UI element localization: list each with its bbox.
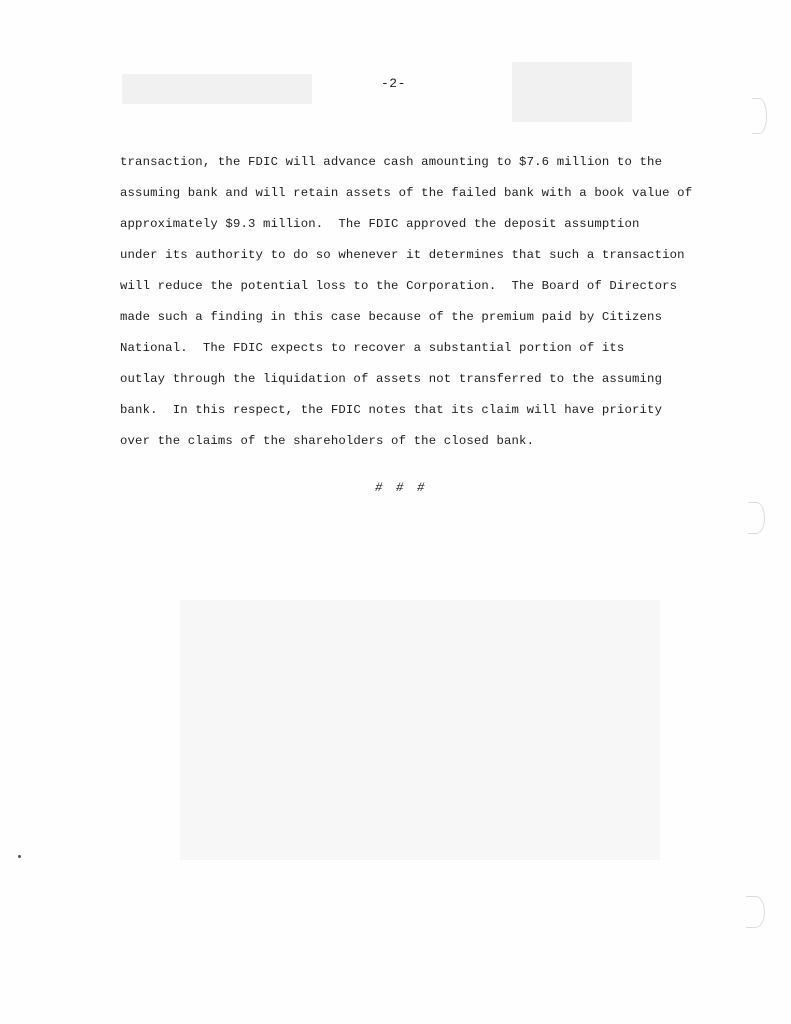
scan-speck [18,855,21,858]
paragraph-line: outlay through the liquidation of assets not transferred to the assuming [120,372,663,386]
paragraph-line: bank. In this respect, the FDIC notes that its claim will have priority [120,403,663,417]
paragraph-line: made such a finding in this case because of the premium paid by Citizens [120,310,663,324]
bleed-through-logo [512,62,632,122]
page-number: -2- [381,76,406,91]
paragraph-line: assuming bank and will retain assets of the failed bank with a book value of [120,186,693,200]
paragraph-line: over the claims of the shareholders of the closed bank. [120,434,535,448]
paragraph-line: approximately $9.3 million. The FDIC approved the deposit assumption [120,217,640,231]
end-of-release-mark: # # # [375,481,428,495]
punch-hole-mark-bottom [746,896,765,928]
paragraph-line: transaction, the FDIC will advance cash amounting to $7.6 million to the [120,155,663,169]
punch-hole-mark-top [752,98,767,134]
paragraph-line: under its authority to do so whenever it determines that such a transaction [120,248,685,262]
body-paragraph [120,152,740,462]
bleed-through-header-left [122,74,312,104]
bleed-through-block [180,600,660,860]
paragraph-line: National. The FDIC expects to recover a substantial portion of its [120,341,625,355]
punch-hole-mark-middle [748,502,765,534]
paragraph-line: will reduce the potential loss to the Corporation. The Board of Directors [120,279,678,293]
